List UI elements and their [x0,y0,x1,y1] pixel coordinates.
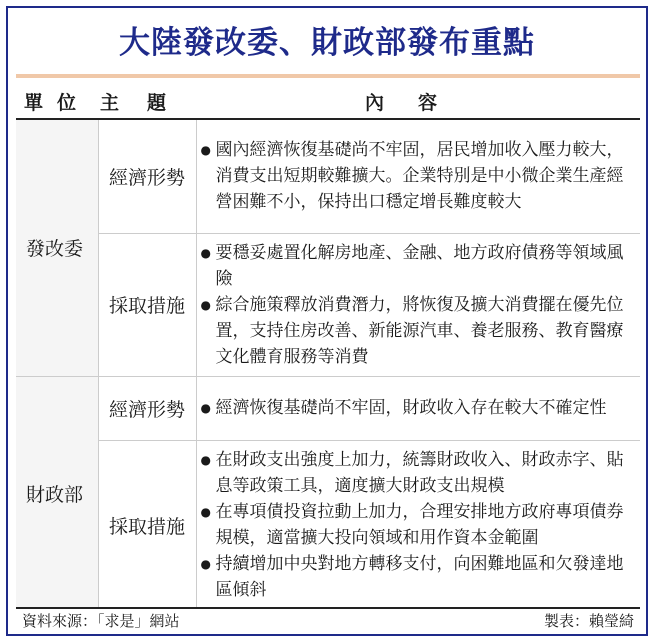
list-item: ● 要穩妥處置化解房地產、金融、地方政府債務等領域風險 [201,240,635,292]
topic-cell: 採取措施 [98,233,196,376]
table-row [16,440,640,610]
list-item: ● 持續增加中央對地方轉移支付，向困難地區和欠發達地區傾斜 [201,551,635,603]
header-content: 內容 [196,84,640,119]
title-divider [16,74,640,78]
header-topic: 主題 [98,84,196,119]
topic-cell: 經濟形勢 [98,119,196,233]
table-row [16,233,640,376]
table-header-row [16,84,640,119]
content-cell [196,233,640,376]
list-item: ● 在財政支出強度上加力，統籌財政收入、財政赤字、貼息等政策工具，適度擴大財政支出規模 [201,447,635,499]
list-item: ● 在專項債投資拉動上加力，合理安排地方政府專項債券規模，適當擴大投向領域和用作資本金範圍 [201,499,635,551]
header-unit: 單位 [16,84,98,119]
policy-table [16,84,640,610]
content-cell [196,376,640,440]
list-item: ● 國內經濟恢復基礎尚不牢固，居民增加收入壓力較大，消費支出短期較難擴大。企業特別是中小微企業生產經營困難不小，保持出口穩定增長難度較大 [201,137,635,215]
content-cell [196,119,640,233]
topic-cell: 經濟形勢 [98,376,196,440]
unit-cell-mof: 財政部 [16,376,98,610]
page-title: 大陸發改委、財政部發布重點 [119,24,535,61]
author-note: 製表：賴瑩綺 [543,611,634,630]
source-note: 資料來源：「求是」網站 [22,611,180,630]
content-cell [196,440,640,610]
topic-cell: 採取措施 [98,440,196,610]
infographic-frame [6,6,648,636]
footer [16,607,640,631]
table-row [16,376,640,440]
list-item: ● 綜合施策釋放消費潛力，將恢復及擴大消費擺在優先位置，支持住房改善、新能源汽車、養老服務、教育醫療文化體育服務等消費 [201,292,635,370]
unit-cell-ndrc: 發改委 [16,119,98,376]
table-row [16,119,640,233]
list-item: ● 經濟恢復基礎尚不牢固，財政收入存在較大不確定性 [201,395,635,421]
